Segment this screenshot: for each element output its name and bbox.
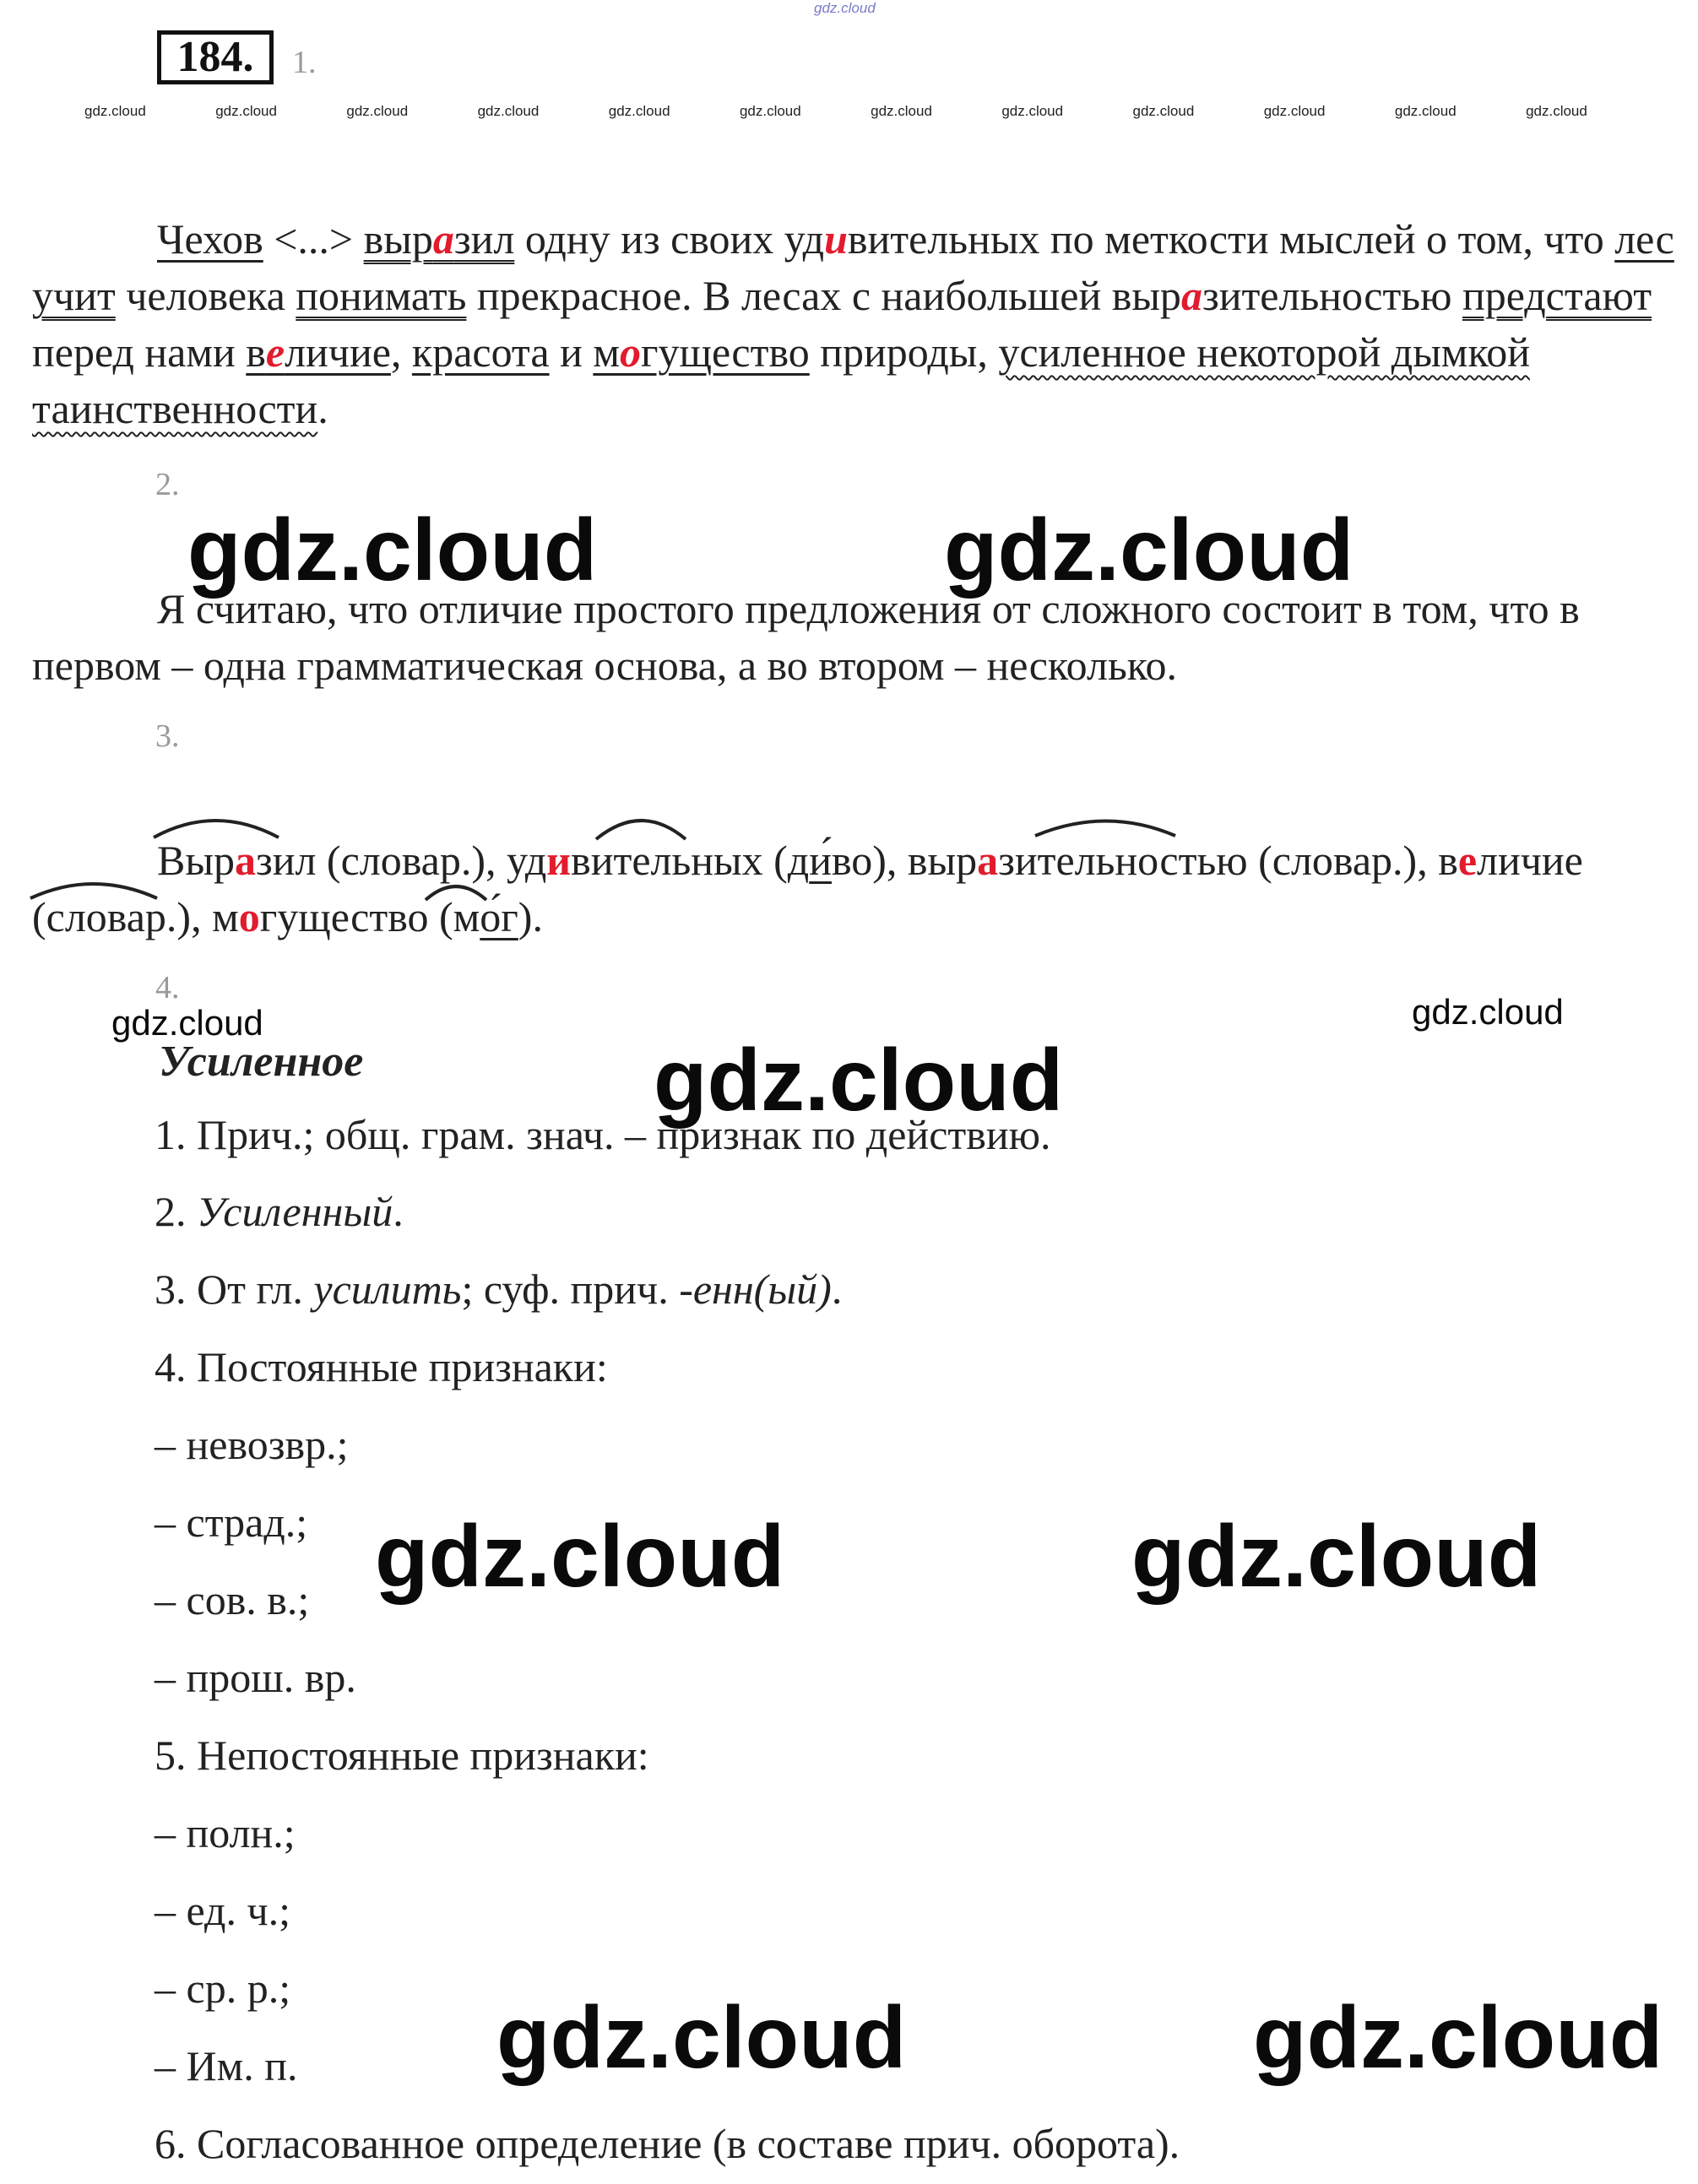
check-letter: о́г bbox=[480, 893, 518, 940]
check-letter: и́ bbox=[809, 837, 832, 884]
text-fragment: Я считаю, что отличие простого предложения от сложного состоит в том, что в первом – одна грамматическая основа, а во втором – несколько. bbox=[32, 585, 1580, 689]
predicate-word: выразил bbox=[363, 215, 515, 263]
subject-word: Чехов bbox=[157, 215, 263, 263]
list-item: – ед. ч.; bbox=[155, 1887, 291, 1934]
watermark: gdz.cloud bbox=[187, 501, 598, 599]
list-item: – Им. п. bbox=[155, 2042, 298, 2089]
subject-word: могущество bbox=[593, 328, 810, 376]
watermark: gdz.cloud bbox=[111, 1003, 263, 1043]
subject-word: лес bbox=[1614, 215, 1674, 263]
small-watermark: gdz.cloud bbox=[477, 103, 540, 119]
predicate-word: учит bbox=[32, 272, 116, 319]
small-watermark: gdz.cloud bbox=[1001, 103, 1064, 119]
list-item: – невозвр.; bbox=[155, 1421, 349, 1468]
part-2-label: 2. bbox=[155, 467, 180, 502]
highlight-letter: е bbox=[1457, 837, 1478, 884]
highlight-letter: а bbox=[977, 837, 999, 884]
highlight-letter: и bbox=[546, 837, 572, 884]
exercise-number: 184. bbox=[157, 30, 274, 84]
root-arc bbox=[426, 886, 486, 900]
definition-phrase: усиленное некоторой дымкой таинственности bbox=[32, 328, 1530, 432]
predicate-word: предстают bbox=[1462, 272, 1652, 319]
root-arc bbox=[30, 884, 157, 898]
watermark: gdz.cloud bbox=[375, 1508, 785, 1606]
small-watermark: gdz.cloud bbox=[1526, 103, 1587, 119]
list-item: 5. Непостоянные признаки: bbox=[155, 1731, 649, 1779]
list-item: 4. Постоянные признаки: bbox=[155, 1343, 608, 1390]
small-watermark: gdz.cloud bbox=[1394, 103, 1457, 119]
watermark: gdz.cloud bbox=[1131, 1508, 1542, 1606]
text-fragment: зительностью bbox=[1202, 272, 1462, 319]
root-arc bbox=[1035, 821, 1175, 837]
list-item: 1. Прич.; общ. грам. знач. – признак по действию. bbox=[155, 1111, 1051, 1158]
list-item: 6. Согласованное определение (в составе прич. оборота). bbox=[155, 2120, 1180, 2167]
root-arc bbox=[596, 821, 686, 839]
list-item: 3. От гл. усилить; суф. прич. -енн(ый). bbox=[155, 1265, 843, 1313]
small-watermark: gdz.cloud bbox=[1263, 103, 1326, 119]
watermark: gdz.cloud bbox=[1412, 992, 1564, 1032]
small-watermark: gdz.cloud bbox=[608, 103, 670, 119]
text-fragment: <...> bbox=[263, 215, 364, 263]
list-item: – ср. р.; bbox=[155, 1965, 291, 2012]
small-watermark: gdz.cloud bbox=[1132, 103, 1195, 119]
text-fragment: одну из своих уд bbox=[514, 215, 825, 263]
small-watermark: gdz.cloud bbox=[84, 103, 146, 119]
watermark: gdz.cloud bbox=[496, 1989, 907, 2087]
small-watermark: gdz.cloud bbox=[346, 103, 409, 119]
part-3-text: Выразил (словар.), удивительных (ди́во), выразительностью (словар.), величие (словар.), могущество (мо́г). bbox=[32, 837, 1583, 940]
list-item: – страд.; bbox=[155, 1498, 308, 1546]
list-item: – сов. в.; bbox=[155, 1576, 310, 1623]
list-item: – полн.; bbox=[155, 1809, 296, 1856]
text-fragment: прекрасное. В лесах с наибольшей выр bbox=[466, 272, 1181, 319]
watermark: gdz.cloud bbox=[654, 1032, 1064, 1130]
highlight-letter: а bbox=[234, 837, 256, 884]
highlight-letter: о bbox=[238, 893, 260, 940]
watermark: gdz.cloud bbox=[944, 501, 1354, 599]
small-watermark: gdz.cloud bbox=[871, 103, 932, 119]
highlight-letter: и bbox=[824, 215, 848, 263]
subject-word: величие bbox=[246, 328, 391, 376]
list-item: 2. Усиленный. bbox=[155, 1188, 404, 1235]
small-watermark: gdz.cloud bbox=[215, 103, 277, 119]
root-arc bbox=[154, 821, 279, 837]
list-item: – прош. вр. bbox=[155, 1654, 356, 1701]
highlight-letter: а bbox=[1180, 272, 1202, 319]
small-watermark: gdz.cloud bbox=[739, 103, 801, 119]
part-4-label: 4. bbox=[155, 970, 180, 1005]
text-fragment: вительных по меткости мыслей о том, что bbox=[847, 215, 1615, 263]
parsed-word: Усиленное bbox=[159, 1038, 364, 1086]
part-1-label: 1. bbox=[292, 45, 317, 80]
part-3-label: 3. bbox=[155, 718, 180, 754]
text-fragment: природы, bbox=[809, 328, 999, 376]
watermark: gdz.cloud bbox=[1253, 1989, 1663, 2087]
text-fragment: человека bbox=[115, 272, 296, 319]
predicate-word: понимать bbox=[296, 272, 467, 319]
text-fragment: перед нами bbox=[32, 328, 247, 376]
top-watermark: gdz.cloud bbox=[814, 0, 876, 16]
part-1-text: Чехов <...> выразил одну из своих удивительных по меткости мыслей о том, что лес учит человека понимать прекрасное. В лесах с наибольшей выразительностью предстают перед нами величие, красота и могущество природы, усиленное некоторой дымкой таинственности. bbox=[32, 215, 1674, 432]
subject-word: красота bbox=[411, 328, 550, 376]
